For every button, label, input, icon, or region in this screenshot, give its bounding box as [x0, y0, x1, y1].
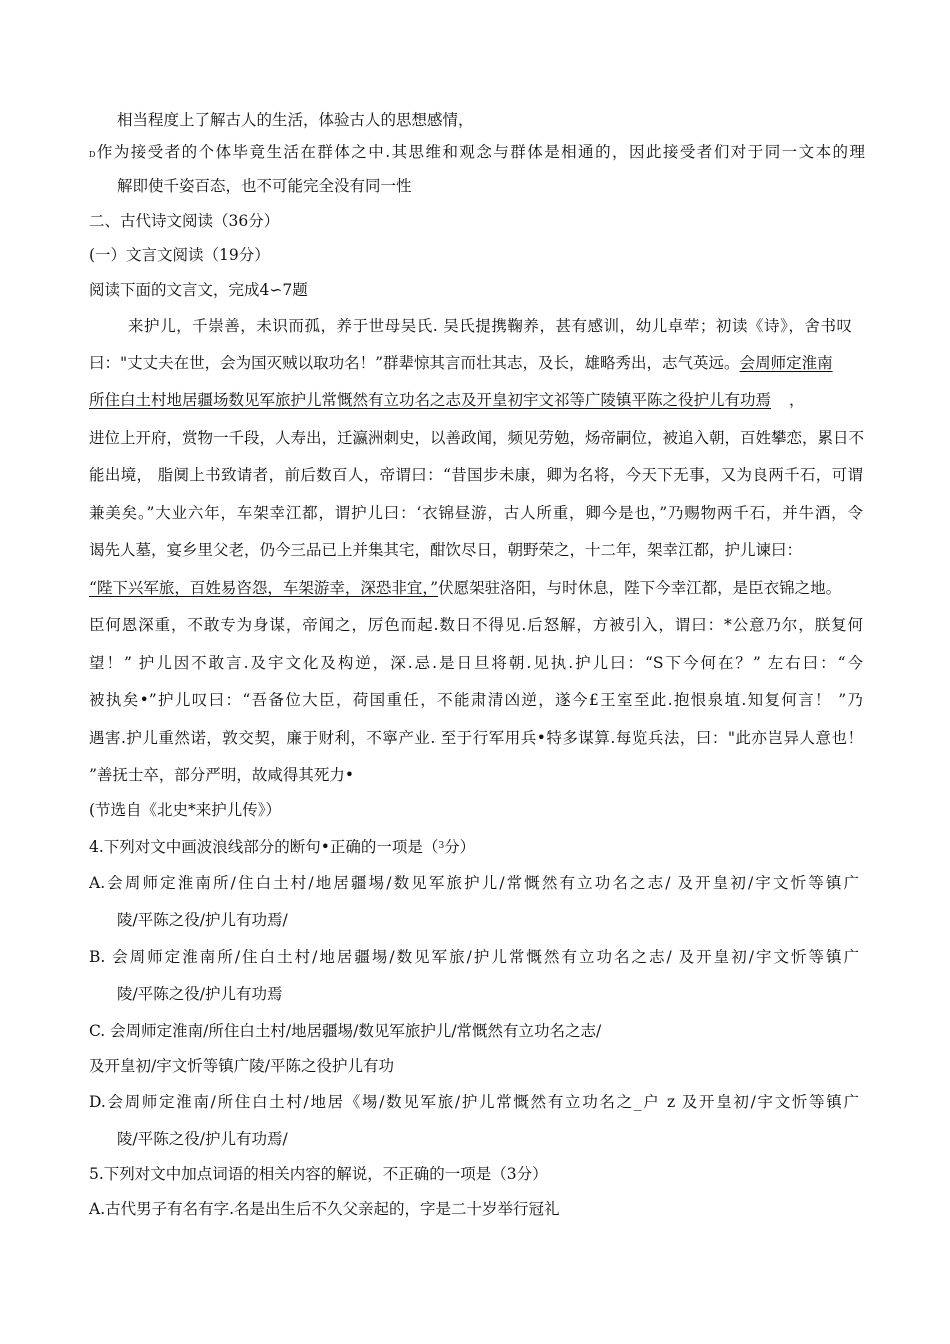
passage-line-5: 能出境， 脂阒上书致请者，前后数百人，帝谓曰：“昔国步未康，卿为名将，今天下无事，又为良两千石，可谓	[89, 466, 863, 484]
wavy-underlined-passage: 会周师定淮南	[739, 354, 833, 372]
question-4-text-end: 分）	[444, 838, 476, 856]
option-d-marker: D	[89, 150, 96, 159]
passage-line-3	[89, 389, 805, 411]
question-4-option-b: B. 会周师定淮南所/住白土村/地居疆埸/数见军旅/护儿常慨然有立功名之志/ 及开皇初/宇文忻等镇广	[89, 948, 859, 966]
option-d-line	[89, 141, 865, 166]
underlined-sentence: “陛下兴军旅，百姓易咨怨，车架游幸，深恐非宜，”	[89, 579, 439, 597]
passage-line-9: 臣何恩深重，不敢专为身谋，帝闻之，厉色而起.数日不得见.后怒解，方被引入，谓曰：*公意乃尔，朕复何	[89, 616, 863, 634]
question-4-option-d-cont: 陵/平陈之役/护儿有功焉/	[117, 1130, 288, 1148]
passage-line-1: 来护儿，千崇善，未识而孤，养于世母吴氏. 吴氏提携鞠养，甚有感训，幼儿卓荦；初读《诗》，舍书叹	[128, 317, 852, 335]
passage-line-8	[89, 577, 841, 599]
sub-section-heading: (一）文言文阅读（19分）	[89, 246, 270, 264]
question-4-option-a: A.会周师定淮南所/住白土村/地居疆埸/数见军旅护儿/常慨然有立功名之志/ 及开皇初/宇文忻等镇广	[89, 874, 859, 892]
question-4-option-c: C. 会周师定淮南/所住白土村/地居疆埸/数见军旅护儿/常慨然有立功名之志/	[89, 1022, 602, 1040]
passage-source: (节选自《北史*来护儿传》）	[89, 801, 282, 819]
question-4-stem	[89, 835, 475, 858]
question-4-option-d: D.会周师定淮南/所住白土村/地居《埸/数见军旅/护儿常慨然有立功名之_户 z 及开皇初/宇文忻等镇广	[89, 1093, 859, 1111]
passage-line-4: 进位上开府，赏物一千段，人寿出，迁瀛洲刺史，以善政闻，频见劳勉，炀帝嗣位，被追入朝，百姓攀恋，累日不	[89, 429, 865, 447]
passage-line-2	[89, 352, 833, 374]
passage-line-13: ”善抚士卒，部分严明，故咸得其死力•	[89, 766, 355, 784]
option-c-continuation: 相当程度上了解古人的生活，体验古人的思想感情，	[117, 111, 474, 129]
passage-line-7: 谒先人墓，宴乡里父老，仍今三品已上并集其宅，酣饮尽日，朝野荣之，十二年，架幸江都，护儿谏曰：	[89, 541, 803, 559]
question-5-stem: 5.下列对文中加点词语的相关内容的解说，不正确的一项是（3分）	[89, 1165, 548, 1183]
passage-comma: ，	[789, 391, 805, 409]
passage-line-12: 遇害.护儿重然诺，敦交契，廉于财利，不寧产业. 至于行军用兵•特多谋算.每览兵法，曰："此亦岂异人意也！	[89, 729, 863, 747]
question-4-option-b-cont: 陵/平陈之役/护儿有功焉	[117, 985, 283, 1003]
question-4-text: 4.下列对文中画波浪线部分的断句•正确的一项是（	[89, 838, 439, 856]
reading-instruction: 阅读下面的文言文，完成4∽7题	[89, 281, 308, 299]
question-4-option-a-cont: 陵/平陈之役/护儿有功焉/	[117, 911, 288, 929]
section-heading: 二、古代诗文阅读（36分）	[89, 212, 280, 230]
question-4-option-c-cont: 及开皇初/宇文忻等镇广陵/平陈之役护儿有功	[89, 1057, 394, 1075]
wavy-underlined-passage-cont: 所住白土村地居疆场数见军旅护儿常慨然有立功名之志及开皇初宇文祁等广陵镇平陈之役护儿有功焉	[89, 391, 772, 409]
passage-text: 伏愿架驻洛阳，与时休息，陛下今幸江都，是臣衣锦之地。	[438, 579, 842, 597]
option-d-text: 作为接受者的个体毕竟生活在群体之中.其思维和观念与群体是相通的，因此接受者们对于同一文本的理	[95, 143, 865, 161]
passage-line-10: 望！” 护儿因不敢言.及宇文化及构逆，深.忌.是日旦将朝.见执.护儿曰：“S下今何在？” 左右曰：“今	[89, 654, 863, 672]
passage-text: 曰："丈丈夫在世，会为国灭贼以取功名！”群辈惊其言而壮其志，及长，雄略秀出，志气英远。	[89, 354, 740, 372]
passage-line-11: 被执矣•”护儿叹曰：“吾备位大臣，荷国重任，不能肃清凶逆，遂今£王室至此.抱恨泉埴.知复何言！ ”乃	[89, 691, 863, 709]
passage-line-6: 兼美矣。”大业六年，车架幸江都，谓护儿曰：‘衣锦昼游，古人所重，卿今是也，”乃赐物两千石，并牛酒，令	[89, 504, 863, 522]
question-4-points: 3	[438, 841, 445, 851]
option-d-continuation: 解即使千姿百态，也不可能完全没有同一性	[117, 177, 412, 195]
question-5-option-a: A.古代男子有名有字.名是出生后不久父亲起的，字是二十岁举行冠礼	[89, 1200, 560, 1218]
